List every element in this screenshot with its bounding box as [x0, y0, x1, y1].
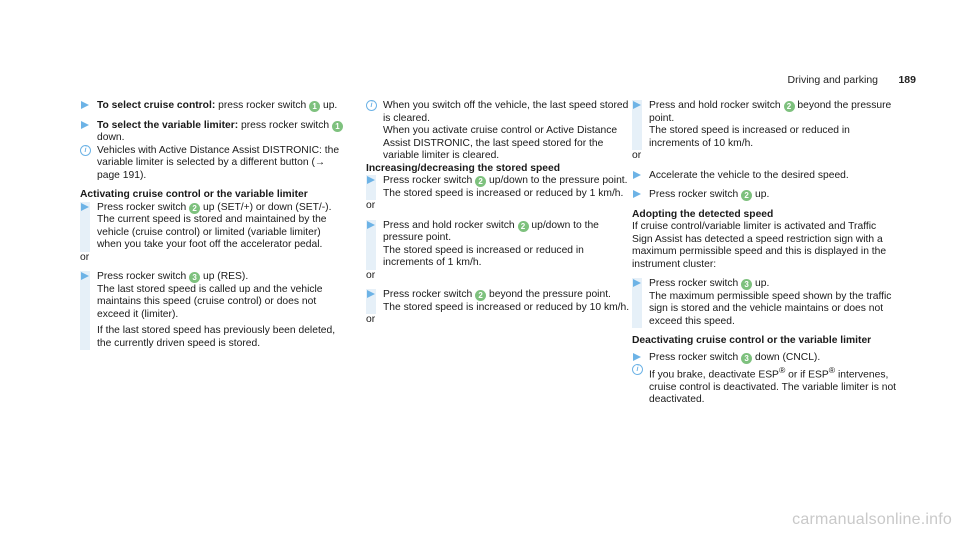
step-adopt-speed: Press rocker switch 3 up. The maximum permissible speed shown by the traffic sign is stored and the vehicle maintains or does not exceed this speed.	[632, 278, 897, 328]
arrow-icon	[81, 272, 89, 280]
arrow-icon	[81, 121, 89, 129]
paragraph: If cruise control/variable limiter is activated and Traffic Sign Assist has detected a speed restriction sign with a maximum permissible speed and this is displayed in the instrument cluster:	[632, 221, 887, 270]
arrow-icon	[367, 290, 375, 298]
section-heading: Increasing/decreasing the stored speed	[366, 162, 560, 174]
page-number: 189	[898, 74, 916, 86]
or-text: or	[366, 314, 376, 325]
step-increase-decrease-hold: Press and hold rocker switch 2 up/down to the pressure point. The stored speed is increased or reduced in increments of 1 km/h.	[366, 220, 631, 270]
step-select-cruise-control: To select cruise control: press rocker switch 1 up.	[80, 100, 345, 113]
callout-3-icon: 3	[741, 353, 752, 364]
arrow-icon	[633, 279, 641, 287]
callout-3-icon: 3	[741, 279, 752, 290]
step-select-variable-limiter: To select the variable limiter: press rocker switch 1 down.	[80, 120, 345, 145]
arrow-icon	[367, 176, 375, 184]
or-text: or	[366, 269, 376, 281]
arrow-icon	[633, 190, 641, 198]
callout-2-icon: 2	[475, 290, 486, 301]
arrow-icon	[367, 221, 375, 229]
arrow-icon	[81, 101, 89, 109]
step-press-up: Press rocker switch 2 up.	[632, 189, 897, 202]
callout-2-icon: 2	[784, 101, 795, 112]
callout-2-icon: 2	[518, 221, 529, 232]
step-deactivate: Press rocker switch 3 down (CNCL).	[632, 352, 897, 365]
section-heading: Deactivating cruise control or the variable limiter	[632, 335, 872, 346]
callout-2-icon: 2	[475, 176, 486, 187]
info-note: i When you switch off the vehicle, the last speed stored is cleared. When you activate cruise control or Active Distance Assist DISTRONIC, the last speed stored for the variable limiter is cleared.	[366, 100, 631, 163]
step-resume: Press rocker switch 3 up (RES). The last stored speed is called up and the vehicle maintains this speed (cruise control) or does not exceed it (limiter). If the last stored speed has previously been deleted, the currently driven speed is stored.	[80, 271, 345, 350]
or-text: or	[80, 251, 90, 263]
arrow-icon	[633, 353, 641, 361]
or-text: or	[366, 200, 376, 211]
callout-2-icon: 2	[189, 203, 200, 214]
page-header	[0, 74, 960, 88]
column-1	[80, 100, 345, 350]
watermark: carmanualsonline.info	[792, 511, 952, 528]
arrow-icon	[633, 171, 641, 179]
step-increase-decrease-1: Press rocker switch 2 up/down to the pressure point. The stored speed is increased or reduced by 1 km/h.	[366, 175, 631, 200]
info-icon: i	[632, 364, 643, 375]
step-hold-beyond: Press and hold rocker switch 2 beyond the pressure point. The stored speed is increased or reduced in increments of 10 km/h.	[632, 100, 897, 150]
info-icon: i	[80, 145, 91, 156]
column-2	[366, 100, 631, 327]
column-3	[632, 100, 897, 407]
arrow-icon	[633, 101, 641, 109]
step-accelerate: Accelerate the vehicle to the desired speed.	[632, 170, 897, 183]
or-text: or	[632, 150, 642, 161]
callout-3-icon: 3	[189, 272, 200, 283]
arrow-icon	[81, 203, 89, 211]
callout-1-icon: 1	[332, 121, 343, 132]
step-increase-decrease-10: Press rocker switch 2 beyond the pressure point. The stored speed is increased or reduced by 10 km/h.	[366, 289, 631, 314]
callout-2-icon: 2	[741, 190, 752, 201]
info-icon: i	[366, 100, 377, 111]
callout-1-icon: 1	[309, 101, 320, 112]
section-heading: Activating cruise control or the variable limiter	[80, 189, 308, 200]
step-activate: Press rocker switch 2 up (SET/+) or down (SET/-). The current speed is stored and maintained by the vehicle (cruise control) or limited (variable limiter) when you take your foot off the accelerator pedal.	[80, 202, 345, 252]
info-note: i If you brake, deactivate ESP® or if ESP® intervenes, cruise control is deactivated. The variable limiter is not deactivated.	[632, 364, 897, 407]
info-note: i Vehicles with Active Distance Assist DISTRONIC: the variable limiter is selected by a different button (→ page 191).	[80, 145, 345, 183]
section-heading: Adopting the detected speed	[632, 208, 774, 220]
section-title: Driving and parking	[787, 74, 878, 86]
